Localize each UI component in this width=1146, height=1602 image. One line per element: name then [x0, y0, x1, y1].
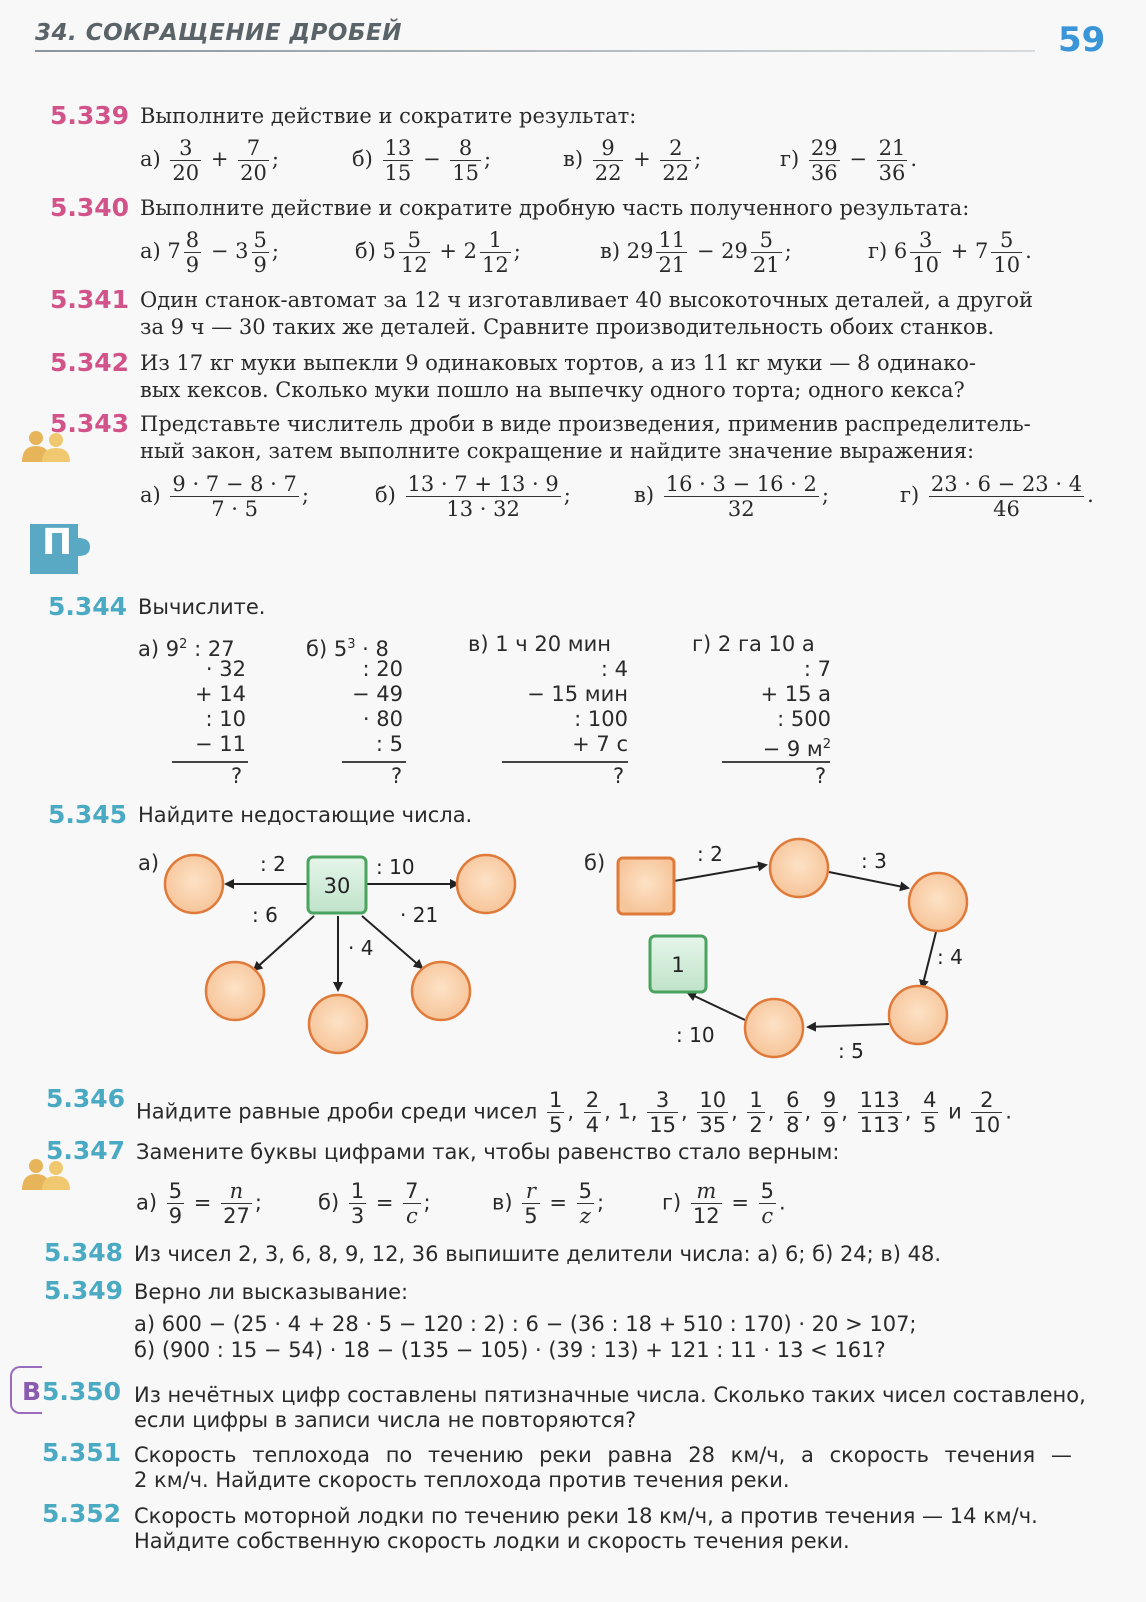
- problem-text-line2: за 9 ч — 30 таких же деталей. Сравните производительность обоих станков.: [140, 315, 995, 339]
- problem-number: 5.349: [44, 1276, 124, 1305]
- calc-chain-a-steps: · 32 + 14 : 10 − 11: [195, 657, 246, 756]
- header-rule: [35, 50, 1035, 52]
- equation-b: б) $\frac{1}{3}$ = $\frac{7}{c}$ ;: [318, 1179, 431, 1229]
- op-label: : 5: [838, 1039, 864, 1063]
- problem-text-line2: ный закон, затем выполните сокращение и найдите значение выражения:: [140, 439, 975, 463]
- fraction-list: Найдите равные дроби среди чисел $\frac{1}{5}$ , $\frac{2}{4}$ , 1, $\frac{3}{15}$ , $\frac{10}{35}$ , $\frac{1}{2}$ , $\frac{6}{8}$ , $\frac{9}{9}$ , $\frac{113}{113}$ , $\frac{4}{5}$ и $\frac{2}{10}$ .: [136, 1088, 1012, 1138]
- box-number: 1: [671, 953, 685, 977]
- problem-text: Верно ли высказывание:: [134, 1280, 409, 1304]
- statement-a: а) 600 − (25 · 4 + 28 · 5 − 120 : 2) : 6 − (36 : 18 + 510 : 170) · 20 > 107;: [134, 1312, 917, 1336]
- problem-number: 5.343: [50, 409, 130, 438]
- problem-text: Вычислите.: [138, 595, 266, 619]
- exercise-v: в) $\frac{16 \cdot 3 - 16 \cdot 2}{32}$ ;: [634, 472, 829, 522]
- empty-circle: [457, 855, 515, 913]
- problem-text: Выполните действие и сократите дробную часть полученного результата:: [140, 196, 970, 220]
- calc-chain-g-steps: : 7 + 15 а : 500 − 9 $м^2$: [760, 657, 831, 761]
- diagram-b-label: б): [584, 851, 606, 875]
- missing-numbers-diagrams: [0, 830, 1146, 1070]
- op-label: : 4: [937, 945, 963, 969]
- problem-text-line2: 2 км/ч. Найдите скорость теплохода против течения реки.: [134, 1468, 790, 1492]
- calc-chain-v-steps: : 4 − 15 мин : 100 + 7 с: [527, 657, 628, 756]
- op-label: : 6: [252, 903, 278, 927]
- problem-text-line1: Скорость теплохода по течению реки равна 28 км/ч, а скорость течения —: [134, 1443, 1072, 1467]
- problem-text: Из чисел 2, 3, 6, 8, 9, 12, 36 выпишите делители числа: а) 6; б) 24; в) 48.: [134, 1242, 942, 1266]
- exercise-b: б) 5 $\frac{5}{12}$ + 2 $\frac{1}{12}$ ;: [355, 228, 521, 278]
- problem-number: 5.342: [50, 348, 130, 377]
- problem-number: 5.341: [50, 285, 130, 314]
- problem-number: 5.348: [44, 1238, 124, 1267]
- section-title: 34. СОКРАЩЕНИЕ ДРОБЕЙ: [35, 20, 402, 46]
- exercise-a: а) 7 $\frac{8}{9}$ − 3 $\frac{5}{9}$ ;: [140, 228, 279, 278]
- problem-text: Выполните действие и сократите результат:: [140, 104, 637, 128]
- equation-a: а) $\frac{5}{9}$ = $\frac{n}{27}$ ;: [136, 1179, 262, 1229]
- empty-circle: [770, 839, 828, 897]
- result-line: [342, 761, 406, 763]
- result-placeholder: ?: [231, 764, 243, 788]
- op-label: · 4: [348, 936, 374, 960]
- empty-circle: [309, 995, 367, 1053]
- problem-number: 5.340: [50, 193, 130, 222]
- result-placeholder: ?: [391, 764, 403, 788]
- problem-text-line1: Представьте числитель дроби в виде произведения, применив распределитель-: [140, 412, 1031, 436]
- result-line: [172, 761, 248, 763]
- exercise-v: в) $\frac{9}{22}$ + $\frac{2}{22}$ ;: [563, 136, 702, 186]
- problem-text-line2: если цифры в записи числа не повторяются?: [134, 1408, 637, 1432]
- problem-number: 5.351: [42, 1438, 122, 1467]
- exercise-b: б) $\frac{13}{15}$ − $\frac{8}{15}$ ;: [352, 136, 492, 186]
- result-placeholder: ?: [613, 764, 625, 788]
- equation-v: в) $\frac{r}{5}$ = $\frac{5}{z}$ ;: [492, 1179, 605, 1229]
- exercise-g: г) $\frac{23 \cdot 6 - 23 \cdot 4}{46}$ .: [900, 472, 1094, 522]
- empty-circle: [206, 962, 264, 1020]
- op-label: · 21: [400, 903, 439, 927]
- puzzle-marker-icon: П: [28, 518, 92, 576]
- problem-text-line2: вых кексов. Сколько муки пошло на выпечку одного торта; одного кекса?: [140, 378, 965, 402]
- page-number: 59: [1058, 20, 1106, 60]
- empty-circle: [889, 986, 947, 1044]
- problem-text-line1: Скорость моторной лодки по течению реки 18 км/ч, а против течения — 14 км/ч.: [134, 1504, 1038, 1528]
- exercise-b: б) $\frac{13 \cdot 7 + 13 \cdot 9}{13 \cdot 32}$ ;: [375, 472, 571, 522]
- result-placeholder: ?: [815, 764, 827, 788]
- equation-g: г) $\frac{m}{12}$ = $\frac{5}{c}$ .: [662, 1179, 786, 1229]
- problem-text-line2: Найдите собственную скорость лодки и скорость течения реки.: [134, 1529, 850, 1553]
- exercise-g: г) 6 $\frac{3}{10}$ + 7 $\frac{5}{10}$ .: [868, 228, 1032, 278]
- result-line: [722, 761, 830, 763]
- calc-chain-g-first: г) 2 га 10 а: [692, 632, 815, 656]
- problem-text: Найдите недостающие числа.: [138, 803, 473, 827]
- diagram-a-label: а): [138, 851, 160, 875]
- problem-number: 5.345: [48, 800, 128, 829]
- exercise-v: в) 29 $\frac{11}{21}$ − 29 $\frac{5}{21}$ ;: [600, 228, 792, 278]
- problem-number: 5.350: [42, 1377, 122, 1406]
- op-label: : 10: [376, 855, 415, 879]
- badge-letter: В: [22, 1377, 42, 1406]
- op-label: : 2: [260, 852, 286, 876]
- empty-square: [618, 858, 674, 914]
- op-label: : 10: [676, 1023, 715, 1047]
- empty-circle: [745, 999, 803, 1057]
- problem-number: 5.346: [46, 1084, 126, 1113]
- calc-chain-b-first: б) $5^3 \cdot 8$: [306, 637, 389, 661]
- problem-number: 5.344: [48, 592, 128, 621]
- calc-chain-b-steps: : 20 − 49 · 80 : 5: [352, 657, 403, 756]
- result-line: [502, 761, 628, 763]
- exercise-a: а) $\frac{9 \cdot 7 - 8 \cdot 7}{7 \cdot 5}$ ;: [140, 472, 309, 522]
- calc-chain-v-first: в) 1 ч 20 мин: [468, 632, 612, 656]
- op-label: : 2: [697, 842, 723, 866]
- statement-b: б) (900 : 15 − 54) · 18 − (135 − 105) · (39 : 13) + 121 : 11 · 13 < 161?: [134, 1338, 886, 1362]
- problem-number: 5.352: [42, 1499, 122, 1528]
- op-label: : 3: [861, 849, 887, 873]
- problem-number: 5.347: [46, 1136, 126, 1165]
- problem-text-line1: Из 17 кг муки выпекли 9 одинаковых тортов, а из 11 кг муки — 8 одинако-: [140, 351, 976, 375]
- problem-text-line1: Один станок-автомат за 12 ч изготавливает 40 высокоточных деталей, а другой: [140, 288, 1034, 312]
- center-number: 30: [323, 874, 351, 898]
- calc-chain-a-first: а) $9^2$ : 27: [138, 637, 235, 661]
- empty-circle: [412, 962, 470, 1020]
- exercise-g: г) $\frac{29}{36}$ − $\frac{21}{36}$ .: [780, 136, 918, 186]
- empty-circle: [165, 855, 223, 913]
- problem-text-line1: Из нечётных цифр составлены пятизначные числа. Сколько таких чисел составлено,: [134, 1383, 1086, 1407]
- problem-text: Замените буквы цифрами так, чтобы равенство стало верным:: [136, 1140, 840, 1164]
- empty-circle: [909, 873, 967, 931]
- problem-number: 5.339: [50, 101, 130, 130]
- exercise-a: а) $\frac{3}{20}$ + $\frac{7}{20}$ ;: [140, 136, 279, 186]
